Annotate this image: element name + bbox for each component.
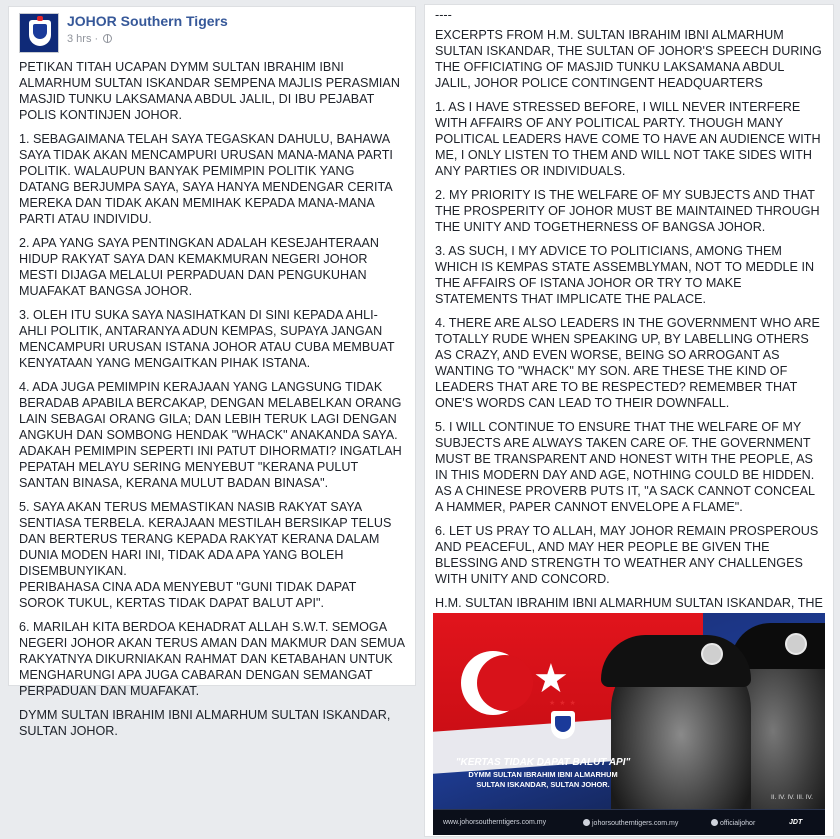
post-paragraph: PETIKAN TITAH UCAPAN DYMM SULTAN IBRAHIM IBNI ALMARHUM SULTAN ISKANDAR SEMPENA MAJLIS PERASMIAN MASJID TUNKU LAKSAMANA ABDUL JALIL, DI IBU PEJABAT POLIS KONTINJEN JOHOR. [19, 60, 400, 122]
page-name-link[interactable]: JOHOR Southern Tigers [67, 13, 228, 29]
johor-crest-icon [29, 20, 51, 46]
post-body-malay [19, 59, 405, 739]
post-paragraph: 4. THERE ARE ALSO LEADERS IN THE GOVERNMENT WHO ARE TOTALLY RUDE WHEN SPEAKING UP, BY LABELLING OTHERS AS CRAZY, AND EVEN WORSE, BEING SO ARROGANT AS WANTING TO "WHACK" MY SON. ARE THESE THE KIND OF LEADERS THAT ARE TO BE RESPECTED? REMEMBER THAT ONE'S WORDS CAN LEAD TO THEIR DOWNFALL. [435, 316, 820, 410]
post-paragraph: 2. MY PRIORITY IS THE WELFARE OF MY SUBJECTS AND THAT THE PROSPERITY OF JOHOR MUST BE MAINTAINED THROUGH THE UNITY AND TOGETHERNESS OF BANGSA JOHOR. [435, 188, 820, 234]
text-divider: ---- [435, 8, 452, 22]
footer-twitter-label: officialjohor [720, 820, 756, 827]
post-paragraph: EXCERPTS FROM H.M. SULTAN IBRAHIM IBNI ALMARHUM SULTAN ISKANDAR, THE SULTAN OF JOHOR'S SPEECH DURING THE OFFICIATING OF MASJID TUNKU LAKSAMANA ABDUL JALIL, JOHOR POLICE CONTINGENT HEADQUARTERS [435, 28, 822, 90]
footer-facebook [583, 819, 678, 827]
post-body-english [435, 7, 823, 627]
post-paragraph: 3. AS SUCH, I MY ADVICE TO POLITICIANS, AMONG THEM WHICH IS KEMPAS STATE ASSEMBLYMAN, NOT TO MEDDLE IN THE AFFAIRS OF ISTANA JOHOR OR TRY TO MAKE STATEMENTS THAT IMPLICATE THE PALACE. [435, 244, 815, 306]
post-paragraph: 6. MARILAH KITA BERDOA KEHADRAT ALLAH S.W.T. SEMOGA NEGERI JOHOR AKAN TERUS AMAN DAN MAKMUR DAN SEMUA RAKYATNYA DIKURNIAKAN RAHMAT DAN KETABAHAN UNTUK MENGHARUNGI APA JUGA CABARAN DENGAN SEMANGAT PERPADUAN DAN MUAFAKAT. [19, 620, 405, 698]
poster-caption-line: SULTAN ISKANDAR, SULTAN JOHOR. [476, 780, 610, 789]
footer-twitter [711, 819, 755, 827]
twitter-icon [711, 819, 718, 826]
poster-numerals: II. IV. IV. III. IV. [771, 794, 813, 801]
post-image[interactable] [433, 613, 825, 835]
star-icon: ★ [533, 657, 569, 701]
meta-separator: · [94, 33, 99, 45]
globe-icon [103, 34, 112, 43]
post-paragraph: 1. AS I HAVE STRESSED BEFORE, I WILL NEVER INTERFERE WITH AFFAIRS OF ANY POLITICAL PARTY. THOUGH MANY POLITICAL LEADERS HAVE COME TO HAVE AN AUDIENCE WITH ME, I ONLY LISTEN TO THEM AND WILL NOT TAKE SIDES WITH ANY PARTIES OR INDIVIDUALS. [435, 100, 821, 178]
crescent-cutout [477, 655, 533, 711]
footer-facebook-label: johorsoutherntigers.com.my [592, 820, 679, 827]
post-paragraph: 1. SEBAGAIMANA TELAH SAYA TEGASKAN DAHULU, BAHAWA SAYA TIDAK AKAN MENCAMPURI URUSAN MANA-MANA PARTI POLITIK. WALAUPUN BANYAK PEMIMPIN POLITIK YANG DATANG BERJUMPA SAYA, SAYA HANYA MENDENGAR CERITA MEREKA DAN TIDAK AKAN MEMIHAK KEPADA MANA-MANA PARTI ATAU INDIVIDU. [19, 132, 393, 226]
post-card-english [424, 4, 834, 837]
post-card-malay [8, 6, 416, 738]
post-header [19, 7, 405, 51]
poster-caption-line: DYMM SULTAN IBRAHIM IBNI ALMARHUM [468, 770, 618, 779]
crest-stars: ★ ★ ★ [549, 700, 577, 707]
beret-graphic [601, 635, 751, 687]
post-paragraph: DYMM SULTAN IBRAHIM IBNI ALMARHUM SULTAN ISKANDAR, SULTAN JOHOR. [19, 708, 391, 738]
post-paragraph: 2. APA YANG SAYA PENTINGKAN ADALAH KESEJAHTERAAN HIDUP RAKYAT SAYA DAN KEMAKMURAN NEGERI JOHOR MESTI DIJAGA MELALUI PERPADUAN DAN PENGUKUHAN MUAFAKAT BANGSA JOHOR. [19, 236, 379, 298]
post-timestamp[interactable]: 3 hrs [67, 33, 92, 45]
beret-badge-icon [701, 643, 723, 665]
poster-footer [433, 809, 825, 835]
poster-caption [443, 770, 643, 790]
footer-website: www.johorsoutherntigers.com.my [443, 819, 547, 826]
post-paragraph: 3. OLEH ITU SUKA SAYA NASIHATKAN DI SINI KEPADA AHLI-AHLI POLITIK, ANTARANYA ADUN KEMPAS, SUPAYA JANGAN MENCAMPURI URUSAN ISTANA JOHOR ATAU CUBA MEMBUAT KENYATAAN YANG MENGAITKAN PIHAK ISTANA. [19, 308, 395, 370]
post-paragraph: 4. ADA JUGA PEMIMPIN KERAJAAN YANG LANGSUNG TIDAK BERADAB APABILA BERCAKAP, DENGAN MELABELKAN ORANG LAIN SEBAGAI ORANG GILA; DAN LEBIH TERUK LAGI DENGAN ANGKUH DAN SOMBONG HENDAK "WHACK" ANAKANDA SAYA. ADAKAH PEMIMPIN SEPERTI INI PATUT DIHORMATI? INGATLAH PEPATAH MELAYU SERING MENYEBUT "KERANA PULUT SANTAN BINASA, KERANA MULUT BADAN BINASA". [19, 380, 402, 490]
post-paragraph: 5. SAYA AKAN TERUS MEMASTIKAN NASIB RAKYAT SAYA SENTIASA TERBELA. KERAJAAN MESTILAH BERSIKAP TELUS DAN BERTERUS TERANG KEPADA RAKYAT KERANA DALAM DUNIA MODEN HARI INI, TIDAK ADA APA YANG BOLEH DISEMBUNYIKAN. [19, 500, 392, 578]
footer-brand-logo: JDT [789, 819, 803, 826]
post-paragraph: H.M. SULTAN IBRAHIM IBNI ALMARHUM SULTAN ISKANDAR, THE [435, 596, 823, 610]
page-avatar[interactable] [19, 13, 59, 53]
beret-badge-icon [785, 633, 807, 655]
post-meta [67, 33, 112, 45]
poster-quote: "KERTAS TIDAK DAPAT BALUT API" [455, 757, 631, 768]
post-paragraph: PERIBAHASA CINA ADA MENYEBUT "GUNI TIDAK DAPAT SOROK TUKUL, KERTAS TIDAK DAPAT BALUT API". [19, 580, 357, 610]
post-paragraph: 6. LET US PRAY TO ALLAH, MAY JOHOR REMAIN PROSPEROUS AND PEACEFUL, AND MAY HER PEOPLE BE GIVEN THE BLESSING AND STRENGTH TO WEATHER ANY CHALLENGES WITH UNITY AND CONCORD. [435, 524, 819, 586]
facebook-icon [583, 819, 590, 826]
post-paragraph: 5. I WILL CONTINUE TO ENSURE THAT THE WELFARE OF MY SUBJECTS ARE ALWAYS TAKEN CARE OF. THE GOVERNMENT MUST BE TRANSPARENT AND HONEST WITH THE PEOPLE, AS IN THIS MODERN DAY AND AGE, NOTHING COULD BE HIDDEN. AS A CHINESE PROVERB PUTS IT, "A SACK CANNOT CONCEAL A HAMMER, PAPER CANNOT ENVELOPE A FLAME". [435, 420, 815, 514]
jdt-crest-icon [551, 711, 575, 739]
